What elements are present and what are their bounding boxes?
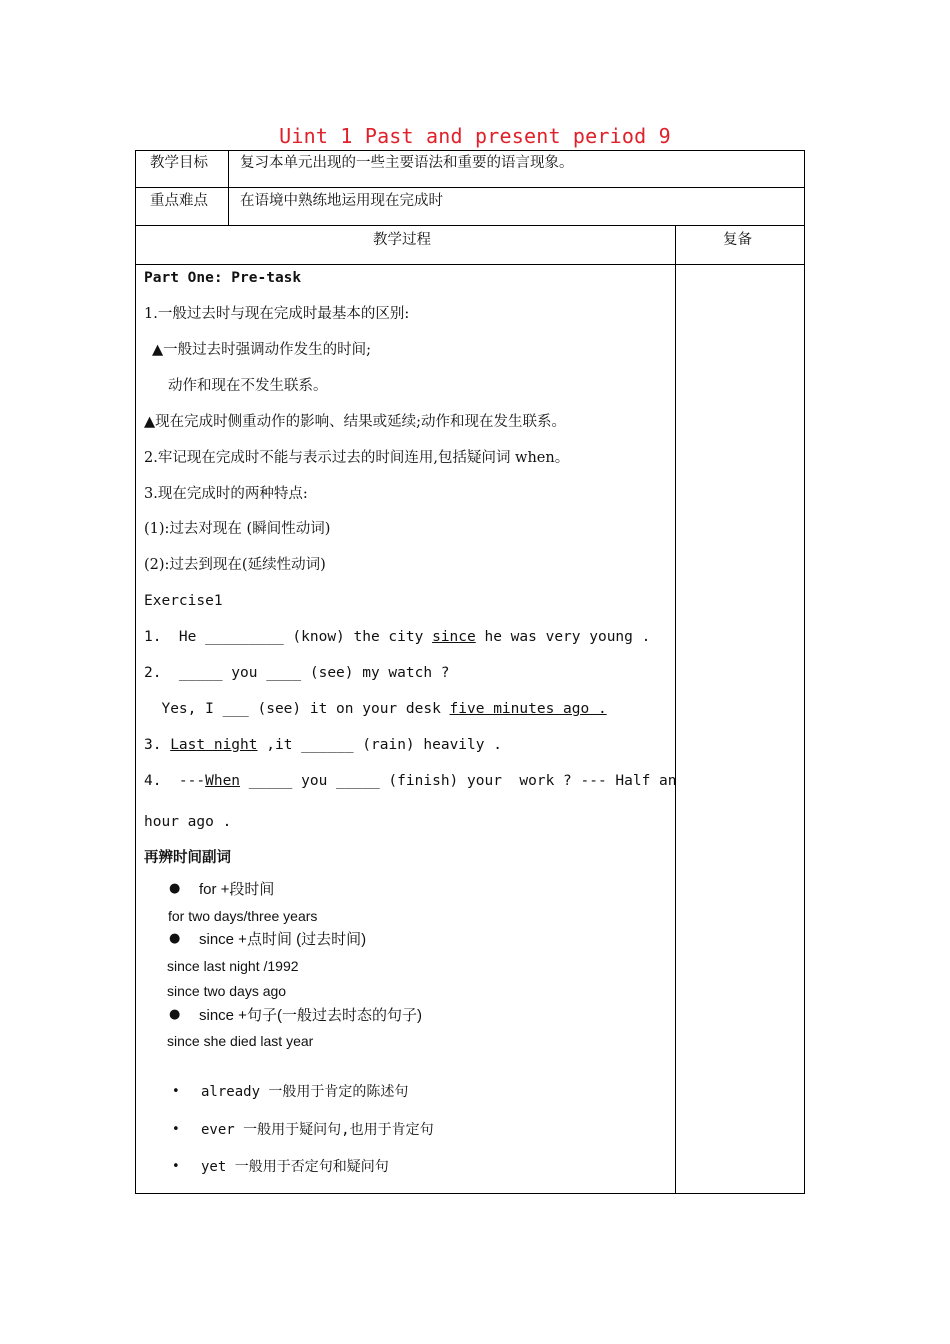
bullet-icon: • xyxy=(172,1122,180,1137)
exercise-4-text-end: _____ you _____ (finish) your work ? --- Half an xyxy=(240,773,677,789)
bullet-icon: • xyxy=(172,1159,180,1174)
key-points-value: 在语境中熟练地运用现在完成时 xyxy=(240,193,443,209)
point-3b: (2):过去到现在(延续性动词) xyxy=(144,557,326,573)
col-divider xyxy=(228,150,229,225)
bullet-already: already 一般用于肯定的陈述句 xyxy=(201,1084,409,1100)
point-1c: ▲现在完成时侧重动作的影响、结果或延续;动作和现在发生联系。 xyxy=(144,414,567,430)
point-2: 2.牢记现在完成时不能与表示过去的时间连用,包括疑问词 when。 xyxy=(144,450,570,466)
exercise-4-text: 4. --- xyxy=(144,773,206,789)
exercise-2-underlined: five minutes ago . xyxy=(449,701,607,717)
exercise-1-text-end: he was very young . xyxy=(475,629,651,645)
exercise-4-continued: hour ago . xyxy=(144,814,232,830)
adverb-item-example: for two days/three years xyxy=(168,908,318,924)
adverb-item-head: since +点时间 (过去时间) xyxy=(199,931,367,948)
exercise-4 xyxy=(144,771,677,791)
col-divider xyxy=(675,225,676,1194)
adverb-item-head: since +句子(一般过去时态的句子) xyxy=(199,1007,422,1024)
point-1a: ▲一般过去时强调动作发生的时间; xyxy=(152,342,372,358)
exercise-1-text: 1. He _________ (know) the city xyxy=(144,629,433,645)
bullet-icon: • xyxy=(172,1084,180,1099)
exercise-heading: Exercise1 xyxy=(144,593,223,609)
exercise-1-underlined: since xyxy=(432,629,476,645)
bullet-icon: ● xyxy=(169,931,181,946)
exercise-3-number: 3. xyxy=(144,737,162,753)
goal-label: 教学目标 xyxy=(150,155,208,171)
adverb-item-example: since two days ago xyxy=(167,983,287,999)
exercise-2-answer xyxy=(144,699,607,719)
bullet-yet: yet 一般用于否定句和疑问句 xyxy=(201,1159,389,1175)
point-1: 1.一般过去时与现在完成时最基本的区别: xyxy=(144,306,410,322)
exercise-3-text: ,it ______ (rain) heavily . xyxy=(257,737,502,753)
exercise-3 xyxy=(144,735,502,755)
bullet-icon: ● xyxy=(169,881,181,896)
key-points-label: 重点难点 xyxy=(150,193,208,209)
point-3a: (1):过去对现在 (瞬间性动词) xyxy=(144,521,331,537)
row-divider xyxy=(135,264,805,265)
exercise-2-answer-text: Yes, I ___ (see) it on your desk xyxy=(144,701,450,717)
exercise-2: 2. _____ you ____ (see) my watch ? xyxy=(144,665,450,681)
exercise-1 xyxy=(144,627,650,647)
part-one-heading: Part One: Pre-task xyxy=(144,270,302,286)
notes-column-header: 复备 xyxy=(723,232,752,248)
row-divider xyxy=(135,187,805,188)
exercise-4-underlined: When xyxy=(205,773,241,789)
process-column-header: 教学过程 xyxy=(373,232,431,248)
point-3: 3.现在完成时的两种特点: xyxy=(144,486,308,502)
row-divider xyxy=(135,225,805,226)
adverb-item-head: for +段时间 xyxy=(199,881,275,898)
bullet-icon: ● xyxy=(169,1007,181,1022)
adverb-heading: 再辨时间副词 xyxy=(144,849,231,866)
exercise-3-underlined: Last night xyxy=(170,737,258,753)
adverb-item-example: since last night /1992 xyxy=(167,958,299,974)
bullet-ever: ever 一般用于疑问句,也用于肯定句 xyxy=(201,1122,434,1138)
adverb-item-example: since she died last year xyxy=(167,1033,314,1049)
page-title: Uint 1 Past and present period 9 xyxy=(279,124,671,148)
point-1b: 动作和现在不发生联系。 xyxy=(168,378,328,394)
goal-value: 复习本单元出现的一些主要语法和重要的语言现象。 xyxy=(240,155,574,171)
